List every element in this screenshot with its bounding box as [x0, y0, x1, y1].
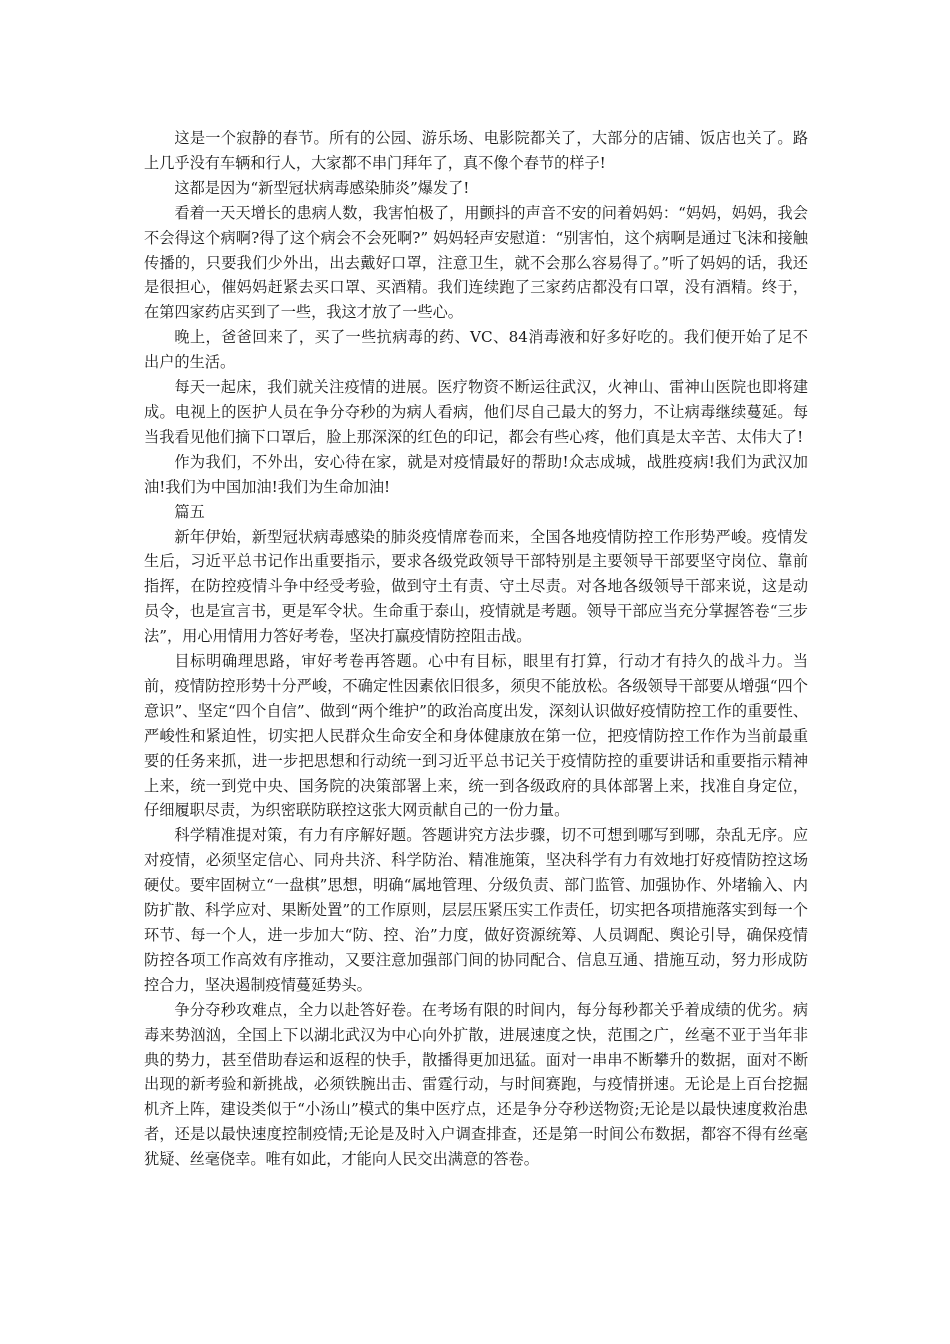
- paragraph-4: 晚上，爸爸回来了，买了一些抗病毒的药、VC、84消毒液和好多好吃的。我们便开始了足不出户的生活。: [144, 328, 808, 372]
- section-paragraph-3: 科学精准提对策，有力有序解好题。答题讲究方法步骤，切不可想到哪写到哪，杂乱无序。应对疫情，必须坚定信心、同舟共济、科学防治、精准施策，坚决科学有力有效地打好疫情防控这场硬仗。要牢固树立“一盘棋”思想，明确“属地管理、分级负责、部门监管、加强协作、外堵输入、内防扩散、科学应对、果断处置”的工作原则，层层压紧压实工作责任，切实把各项措施落实到每一个环节、每一个人，进一步加大“防、控、治”力度，做好资源统筹、人员调配、舆论引导，确保疫情防控各项工作高效有序推动，又要注意加强部门间的协同配合、信息互通、措施互动，努力形成防控合力，坚决遏制疫情蔓延势头。: [144, 826, 808, 994]
- paragraph-6: 作为我们，不外出，安心待在家，就是对疫情最好的帮助!众志成城，战胜疫病!我们为武汉加油!我们为中国加油!我们为生命加油!: [144, 452, 808, 496]
- paragraph-5: 每天一起床，我们就关注疫情的进展。医疗物资不断运往武汉，火神山、雷神山医院也即将建成。电视上的医护人员在争分夺秒的为病人看病，他们尽自己最大的努力，不让病毒继续蔓延。每当我看见他们摘下口罩后，脸上那深深的红色的印记，都会有些心疼，他们真是太辛苦、太伟大了!: [144, 378, 808, 446]
- section-paragraph-4: 争分夺秒攻难点，全力以赴答好卷。在考场有限的时间内，每分每秒都关乎着成绩的优劣。病毒来势汹汹，全国上下以湖北武汉为中心向外扩散，进展速度之快，范围之广，丝毫不亚于当年非典的势力，甚至借助春运和返程的快手，散播得更加迅猛。面对一串串不断攀升的数据，面对不断出现的新考验和新挑战，必须铁腕出击、雷霆行动，与时间赛跑，与疫情拼速。无论是上百台挖掘机齐上阵，建设类似于“小汤山”模式的集中医疗点，还是争分夺秒送物资;无论是以最快速度救治患者，还是以最快速度控制疫情;无论是及时入户调查排查，还是第一时间公布数据，都容不得有丝毫犹疑、丝毫侥幸。唯有如此，才能向人民交出满意的答卷。: [144, 1000, 808, 1169]
- document-body: [144, 126, 808, 1172]
- section-paragraph-2: 目标明确理思路，审好考卷再答题。心中有目标，眼里有打算，行动才有持久的战斗力。当前，疫情防控形势十分严峻，不确定性因素依旧很多，须臾不能放松。各级领导干部要从增强“四个意识”、坚定“四个自信”、做到“两个维护”的政治高度出发，深刻认识做好疫情防控工作的重要性、严峻性和紧迫性，切实把人民群众生命安全和身体健康放在第一位，把疫情防控工作作为当前最重要的任务来抓，进一步把思想和行动统一到习近平总书记关于疫情防控的重要讲话和重要指示精神上来，统一到党中央、国务院的决策部署上来，统一到各级政府的具体部署上来，找准自身定位，仔细履职尽责，为织密联防联控这张大网贡献自己的一份力量。: [144, 652, 808, 820]
- section-heading: 篇五: [174, 502, 205, 521]
- section-paragraph-1: 新年伊始，新型冠状病毒感染的肺炎疫情席卷而来，全国各地疫情防控工作形势严峻。疫情发生后，习近平总书记作出重要指示，要求各级党政领导干部特别是主要领导干部要坚守岗位、靠前指挥，在防控疫情斗争中经受考验，做到守土有责、守土尽责。对各地各级领导干部来说，这是动员令，也是宣言书，更是军令状。生命重于泰山，疫情就是考题。领导干部应当充分掌握答卷“三步法”，用心用情用力答好考卷，坚决打赢疫情防控阻击战。: [144, 527, 808, 646]
- paragraph-3: 看着一天天增长的患病人数，我害怕极了，用颤抖的声音不安的问着妈妈：“妈妈，妈妈，我会不会得这个病啊?得了这个病会不会死啊?” 妈妈轻声安慰道：“别害怕，这个病啊是通过飞沫和接触传播的，只要我们少外出，出去戴好口罩，注意卫生，就不会那么容易得了。”听了妈妈的话，我还是很担心，催妈妈赶紧去买口罩、买酒精。我们连续跑了三家药店都没有口罩，没有酒精。终于，在第四家药店买到了一些，我这才放了一些心。: [144, 203, 808, 322]
- paragraph-2: 这都是因为“新型冠状病毒感染肺炎”爆发了!: [174, 178, 470, 197]
- paragraph-1: 这是一个寂静的春节。所有的公园、游乐场、电影院都关了，大部分的店铺、饭店也关了。路上几乎没有车辆和行人，大家都不串门拜年了，真不像个春节的样子!: [144, 129, 808, 172]
